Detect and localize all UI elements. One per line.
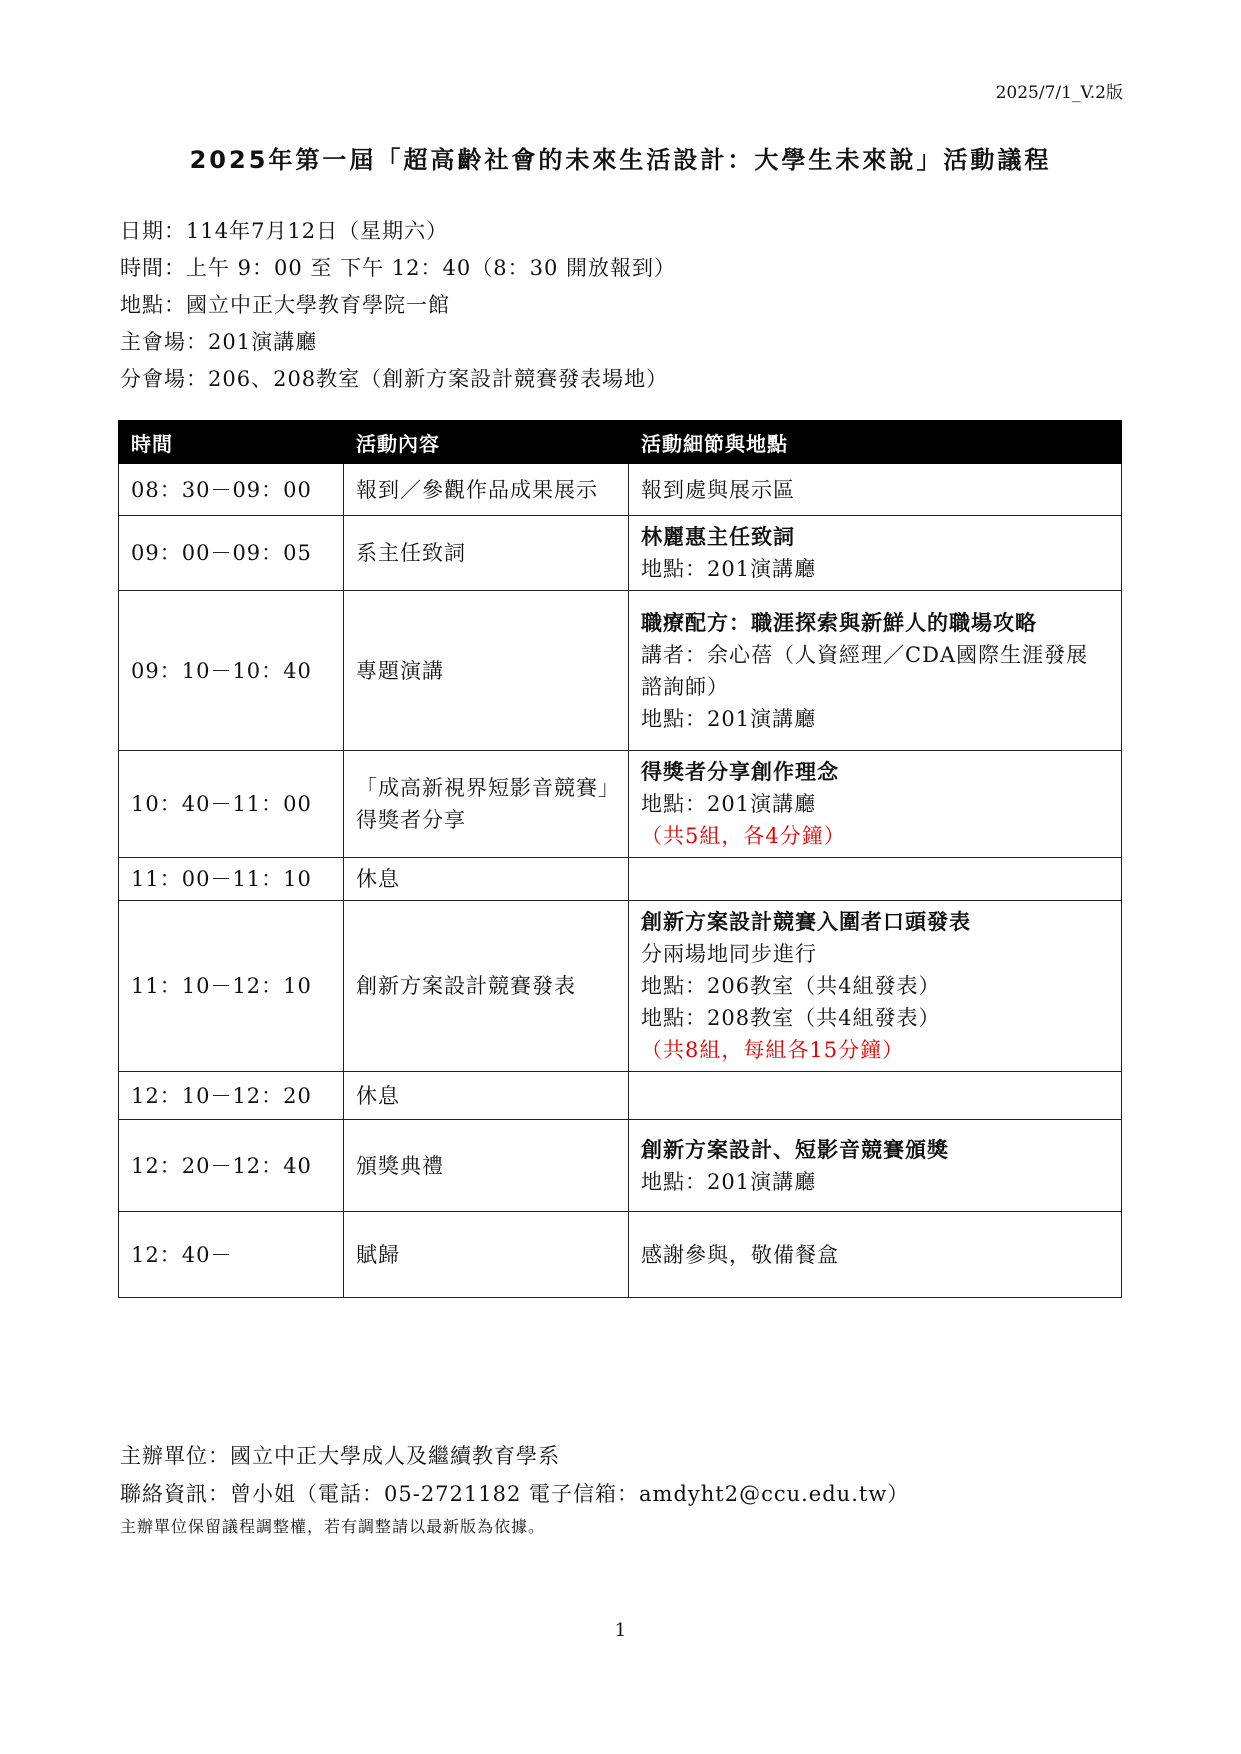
- row-activity: 「成高新視界短影音競賽」得獎者分享: [344, 751, 629, 858]
- row-time: 08：30－09：00: [119, 464, 344, 516]
- row-details: [629, 516, 1122, 591]
- contact-line: 聯絡資訊：曾小姐（電話：05-2721182 電子信箱：amdyht2@ccu.edu.tw）: [120, 1482, 910, 1506]
- detail-title: 職療配方：職涯探索與新鮮人的職場攻略: [641, 610, 1037, 635]
- row-activity: 專題演講: [344, 591, 629, 751]
- info-place: 地點：國立中正大學教育學院一館: [120, 293, 450, 317]
- info-time: 時間：上午 9：00 至 下午 12：40（8：30 開放報到）: [120, 256, 676, 280]
- detail-title: 林麗惠主任致詞: [641, 525, 795, 549]
- detail-line: 地點：201演講廳: [641, 1169, 817, 1194]
- row-activity: 系主任致詞: [344, 516, 629, 591]
- page-number: 1: [614, 1620, 627, 1641]
- detail-line: 感謝參與，敬備餐盒: [641, 1242, 839, 1267]
- row-time: 10：40－11：00: [119, 751, 344, 858]
- info-date: 日期：114年7月12日（星期六）: [120, 219, 449, 243]
- row-time: 11：10－12：10: [119, 901, 344, 1072]
- table-row: [119, 858, 1122, 901]
- header-time: 時間: [119, 421, 344, 464]
- organizer-line: 主辦單位：國立中正大學成人及繼續教育學系: [120, 1444, 560, 1468]
- row-time: 09：00－09：05: [119, 516, 344, 591]
- detail-title: 創新方案設計競賽入圍者口頭發表: [641, 910, 971, 934]
- table-row: [119, 1212, 1122, 1298]
- table-row: [119, 591, 1122, 751]
- row-details: [629, 1212, 1122, 1298]
- row-time: 12：20－12：40: [119, 1120, 344, 1212]
- row-activity: 頒獎典禮: [344, 1120, 629, 1212]
- detail-line: 地點：208教室（共4組發表）: [641, 1006, 941, 1030]
- row-details: [629, 591, 1122, 751]
- event-info: [120, 213, 676, 398]
- detail-note: （共8組，每組各15分鐘）: [641, 1038, 905, 1062]
- detail-line: 地點：201演講廳: [641, 792, 817, 816]
- table-row: [119, 516, 1122, 591]
- row-activity: 報到／參觀作品成果展示: [344, 464, 629, 516]
- row-details: [629, 858, 1122, 901]
- detail-line: 講者：余心蓓（人資經理／CDA國際生涯發展諮詢師）: [641, 642, 1089, 699]
- table-header-row: [119, 421, 1122, 464]
- table-row: [119, 1072, 1122, 1120]
- row-details: [629, 1072, 1122, 1120]
- table-row: [119, 901, 1122, 1072]
- row-activity: 休息: [344, 1072, 629, 1120]
- row-details: [629, 464, 1122, 516]
- row-activity: 創新方案設計競賽發表: [344, 901, 629, 1072]
- row-activity: 賦歸: [344, 1212, 629, 1298]
- detail-title: 得獎者分享創作理念: [641, 760, 839, 784]
- agenda-table: [118, 420, 1122, 1298]
- table-row: [119, 1120, 1122, 1212]
- detail-line: 地點：201演講廳: [641, 706, 817, 731]
- row-time: 12：40－: [119, 1212, 344, 1298]
- row-details: [629, 751, 1122, 858]
- header-activity: 活動內容: [344, 421, 629, 464]
- detail-title: 創新方案設計、短影音競賽頒獎: [641, 1137, 949, 1162]
- version-label: 2025/7/1_V.2版: [995, 83, 1123, 103]
- row-details: [629, 1120, 1122, 1212]
- detail-line: 報到處與展示區: [641, 477, 795, 502]
- info-sub-venue: 分會場：206、208教室（創新方案設計競賽發表場地）: [120, 367, 669, 391]
- detail-line: 地點：206教室（共4組發表）: [641, 974, 941, 998]
- row-activity: 休息: [344, 858, 629, 901]
- footer: [120, 1437, 909, 1541]
- detail-note: （共5組，各4分鐘）: [641, 824, 846, 848]
- table-row: [119, 751, 1122, 858]
- row-details: [629, 901, 1122, 1072]
- row-time: 09：10－10：40: [119, 591, 344, 751]
- detail-line: 分兩場地同步進行: [641, 942, 817, 966]
- page-title: 2025年第一屆「超高齡社會的未來生活設計：大學生未來說」活動議程: [189, 146, 1052, 174]
- detail-line: 地點：201演講廳: [641, 557, 817, 581]
- row-time: 11：00－11：10: [119, 858, 344, 901]
- adjustment-note: 主辦單位保留議程調整權，若有調整請以最新版為依據。: [120, 1517, 546, 1536]
- info-main-venue: 主會場：201演講廳: [120, 330, 318, 354]
- header-details: 活動細節與地點: [629, 421, 1122, 464]
- table-row: [119, 464, 1122, 516]
- row-time: 12：10－12：20: [119, 1072, 344, 1120]
